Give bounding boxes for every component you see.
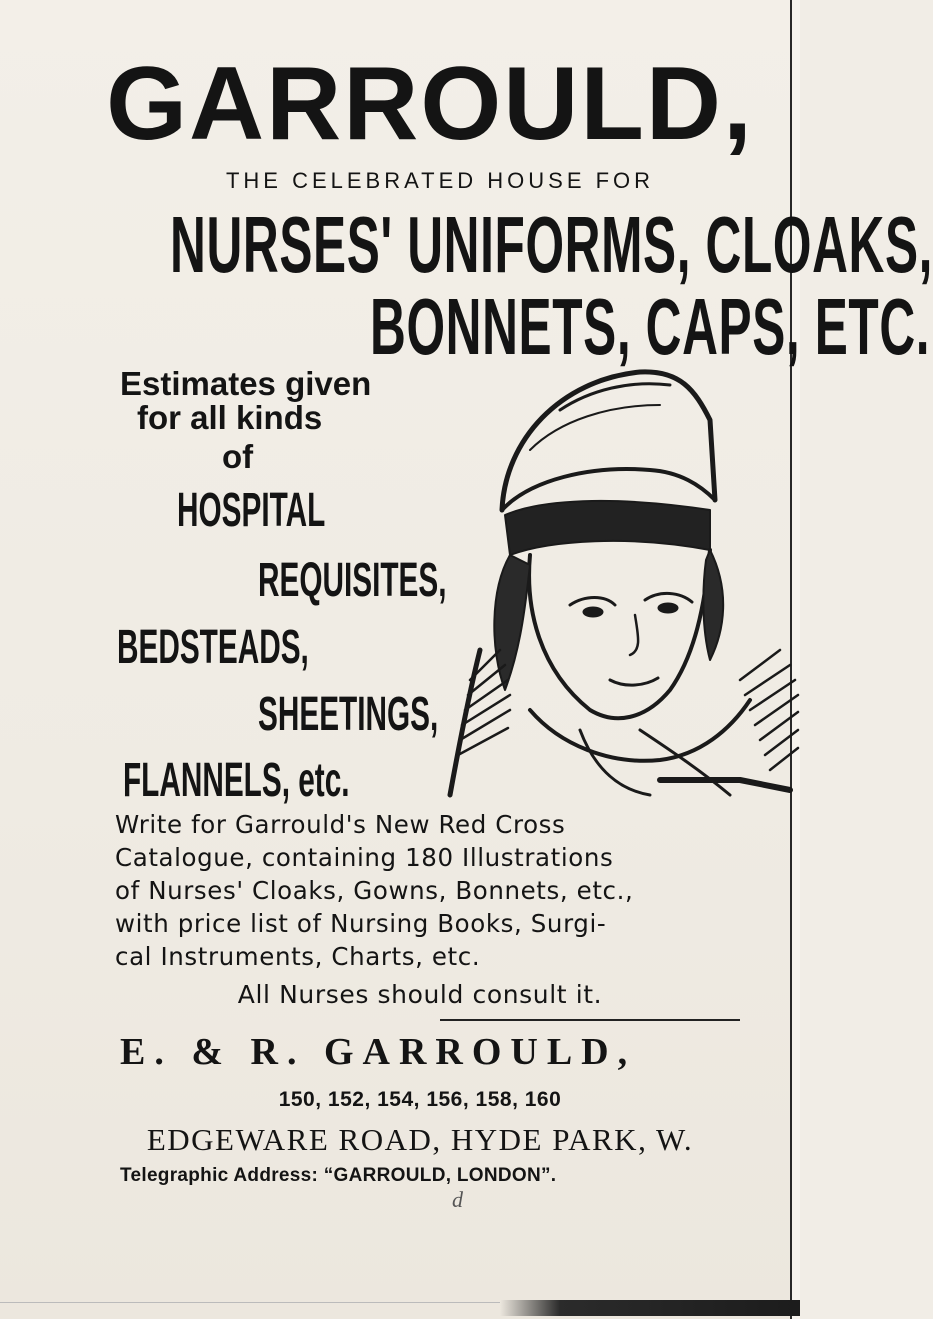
page-mark: d (452, 1187, 463, 1212)
firm-name: E. & R. GARROULD, (120, 1031, 637, 1073)
headline-line-2: BONNETS, CAPS, ETC. (370, 282, 931, 371)
item-bedsteads: BEDSTEADS, (117, 621, 309, 674)
nurse-portrait-icon (410, 350, 800, 800)
body-line-3: of Nurses' Cloaks, Gowns, Bonnets, etc., (115, 876, 634, 905)
headline-line-1: NURSES' UNIFORMS, CLOAKS, (170, 200, 933, 289)
divider (440, 1019, 740, 1021)
tagline: THE CELEBRATED HOUSE FOR (225, 168, 655, 193)
body-line-5: cal Instruments, Charts, etc. (115, 942, 481, 971)
bottom-edge-shadow (500, 1300, 800, 1316)
item-sheetings: SHEETINGS, (258, 688, 439, 741)
street-numbers: 150, 152, 154, 156, 158, 160 (278, 1088, 562, 1111)
street-address: EDGEWARE ROAD, HYDE PARK, W. (146, 1122, 694, 1157)
item-requisites: REQUISITES, (258, 554, 447, 607)
body-line-1: Write for Garrould's New Red Cross (115, 810, 566, 839)
item-flannels: FLANNELS, etc. (123, 754, 350, 807)
estimates-line-3: of (222, 438, 254, 475)
estimates-line-1: Estimates given (120, 365, 372, 402)
body-line-4: with price list of Nursing Books, Surgi- (115, 909, 607, 938)
consult-line: All Nurses should consult it. (237, 980, 603, 1009)
bottom-rule (0, 1302, 500, 1303)
estimates-line-2: for all kinds (137, 399, 323, 436)
item-hospital: HOSPITAL (177, 484, 326, 537)
brand-title: GARROULD, (106, 46, 754, 162)
telegraphic-address: Telegraphic Address: “GARROULD, LONDON”. (120, 1165, 557, 1186)
body-line-2: Catalogue, containing 180 Illustrations (115, 843, 614, 872)
